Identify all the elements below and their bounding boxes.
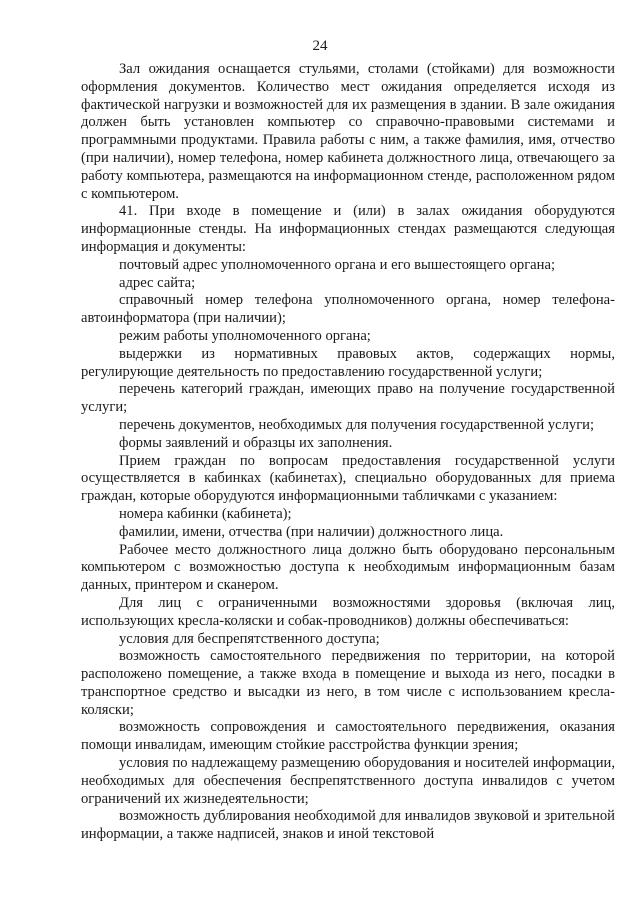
list-item-postal-address: почтовый адрес уполномоченного органа и его вышестоящего органа; — [119, 256, 555, 273]
list-item-equipment-placement: условия по надлежащему размещению оборудования и носителей информации, необходимых для обеспечения беспрепятственного доступа инвалидов с учетом ограничений их жизнедеятельности; — [81, 755, 615, 807]
list-item-booth-number: номера кабинки (кабинета); — [119, 505, 292, 522]
paragraph-disabled-persons: Для лиц с ограниченными возможностями здоровья (включая лиц, использующих кресла-коляски и собак-проводников) должны обеспечиваться: — [81, 594, 615, 629]
paragraph-workplace: Рабочее место должностного лица должно быть оборудовано персональным компьютером с возможностью доступа к необходимым информационным базам данных, принтером и сканером. — [81, 541, 615, 594]
page-number: 24 — [312, 38, 328, 54]
list-item-citizen-categories: перечень категорий граждан, имеющих право на получение государственной услуги; — [81, 381, 615, 416]
paragraph-item-41: 41. При входе в помещение и (или) в залах ожидания оборудуются информационные стенды. На информационных стендах размещаются следующая информация и документы: — [81, 203, 615, 255]
list-item-escort-assistance: возможность сопровождения и самостоятельного передвижения, оказания помощи инвалидам, имеющим стойкие расстройства функции зрения; — [81, 719, 615, 754]
list-item-unobstructed-access: условия для беспрепятственного доступа; — [119, 630, 380, 647]
list-item-information-duplication: возможность дублирования необходимой для инвалидов звуковой и зрительной информации, а также надписей, знаков и иной текстовой — [81, 808, 615, 843]
list-item-application-forms: формы заявлений и образцы их заполнения. — [119, 434, 393, 451]
paragraph-waiting-hall: Зал ожидания оснащается стульями, столами (стойками) для возможности оформления документов. Количество мест ожидания определяется исходя из фактической нагрузки и возможностей для их размещения в здании. В зале ожидания должен быть установлен компьютер со справочно-правовыми системами и программными продуктами. Правила работы с ним, а также фамилия, имя, отчество (при наличии), номер телефона, номер кабинета должностного лица, отвечающего за работу компьютера, размещаются на информационном стенде, расположенном рядом с компьютером. — [81, 61, 615, 202]
list-item-working-hours: режим работы уполномоченного органа; — [119, 327, 371, 344]
list-item-legal-extracts: выдержки из нормативных правовых актов, содержащих нормы, регулирующие деятельность по предоставлению государственной услуги; — [81, 345, 615, 380]
list-item-independent-movement: возможность самостоятельного передвижения по территории, на которой расположено помещение, а также входа в помещение и выхода из него, посадки в транспортное средство и высадки из него, в том числе с использованием кресла-коляски; — [81, 648, 615, 718]
document-body — [81, 61, 615, 844]
list-item-site-address: адрес сайта; — [119, 274, 196, 291]
list-item-official-name: фамилии, имени, отчества (при наличии) должностного лица. — [119, 523, 504, 540]
paragraph-citizen-reception: Прием граждан по вопросам предоставления государственной услуги осуществляется в кабинках (кабинетах), специально оборудованных для приема граждан, которые оборудуются информационными табличками с указанием: — [81, 452, 615, 505]
list-item-phone: справочный номер телефона уполномоченного органа, номер телефона-автоинформатора (при наличии); — [81, 292, 615, 327]
list-item-documents-list: перечень документов, необходимых для получения государственной услуги; — [119, 416, 595, 433]
